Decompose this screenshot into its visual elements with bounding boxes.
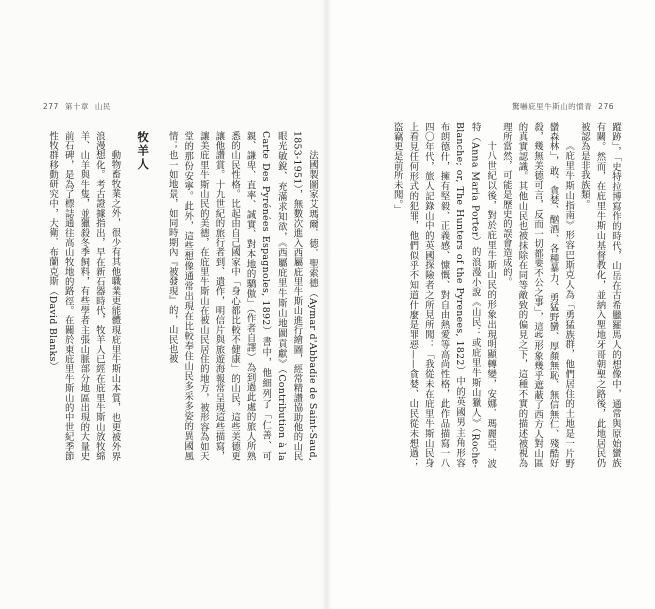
- paragraph: 法國製圖家艾瑪爾．德．聖索德（Aymar d'Abbadie de Saint-Saud, 1853-1951），無數次進入西屬庇里牛斯山進行繪圖，經常精讚協助他的山民眼光敏銳、充滿求知欲，《西屬庇里牛斯山地圖貢獻》（Contribution à la Carte Des Pyrénées Espagnoles, 1892）書中，他細列了「仁善、可親、謙卑、直率、誠實、對本地的驕傲」（作者自譯）為到過此處的旅人所熟悉的山民性格。比起由自己國家中「身心都比較不健康」的山民，這些美德更讓他讚賞。十九世紀的旅行者到、遣作，明信片與旅遊海報常呈現這些描寫，讓美庇里牛斯山民的美德，在庇里牛斯山在被山民居住的地方，被形容為如天堂的那份安寧。此外，這些想像通常出現在比較奉住山民多采多姿的異國風情；也一如地景，如同時期內『被發現』的，山民也被: [166, 131, 318, 461]
- paragraph: 動物畜牧業之外，很少有其他職業更能體現庇里牛斯山本質，也更被外界浪漫想化。考古證據指出，早在新石器時代，牧羊人已經在庇里牛斯山放牧綿羊、山羊與牛隻，並獵殺冬季飼料，有些學者主張山脈部分地區出現的大量史前石碑，是為了標誌通往高山牧地的路徑。在關於東庇里牛斯山的中世紀季節性牧群移動研究中，大衛．布蘭克斯（David Blanks）: [47, 131, 121, 461]
- running-head: [43, 101, 111, 112]
- section-heading: 牧羊人: [136, 131, 151, 172]
- page-number: 277: [43, 102, 59, 111]
- paragraph: 十八世紀以後，對於庇里牛斯山民的形象出現明顯轉變，安娜．瑪麗亞．波特（Anna Maria Porter）的浪漫小說《山民：或庇里牛斯山獵人》（Roche-Blanche; or, The Hunters of the Pyrenees, 1822）中的英國男主角形容布朗德什，擁有堅毅、正義感、慷慨、對自由熱愛等高尚性格，此作品描寫一八四〇年代，旅人記錄山中的英國探險者之所見所聞：「我從未在庇里牛斯山民身上看見任何形式的犯罪，他們似乎不知道什麼是罪惡——貪婪、山民從未想過；盜竊更是前所未聞。」: [391, 122, 497, 468]
- running-head: [512, 101, 614, 112]
- chapter-label: 第十章: [64, 102, 89, 111]
- chapter-title: 山民: [94, 102, 111, 111]
- page-gutter: [322, 0, 332, 609]
- paragraph: 《庇里牛斯山指南》形容巴斯克人為「勇猛族群，他們居住的土地是一片野蠻森林」，敢、貪婪、酗酒、各種暴力、勇猛野蠻、厚顏無恥、無信無仁、殘酷好殺，幾無美德可言，反而一切都要不公之事」，這些形象幾乎遮蔽了西方人對山區的真實認識。其他山民也被抹除在同等敵致的偏見之下，這種不實的描述被視為理所當然，可能是歷史的誤會造成的。: [500, 122, 575, 468]
- body-text: [357, 122, 623, 468]
- paragraph: 蹤跡」，「史特拉博寫作的時代，山岳在古希臘羅馬人的想像中，通常與原始蠻族有關。然而，在庇里牛斯山基督教化，並納入聖地牙哥朝聖之路後，此地居民仍被認為是非我族類。: [578, 122, 621, 468]
- page-number: 276: [598, 102, 614, 111]
- right-page: [327, 0, 654, 609]
- left-page: [0, 0, 327, 609]
- book-title: 驚嚇庇里牛斯山的憤青: [512, 102, 593, 111]
- body-text: [47, 131, 320, 461]
